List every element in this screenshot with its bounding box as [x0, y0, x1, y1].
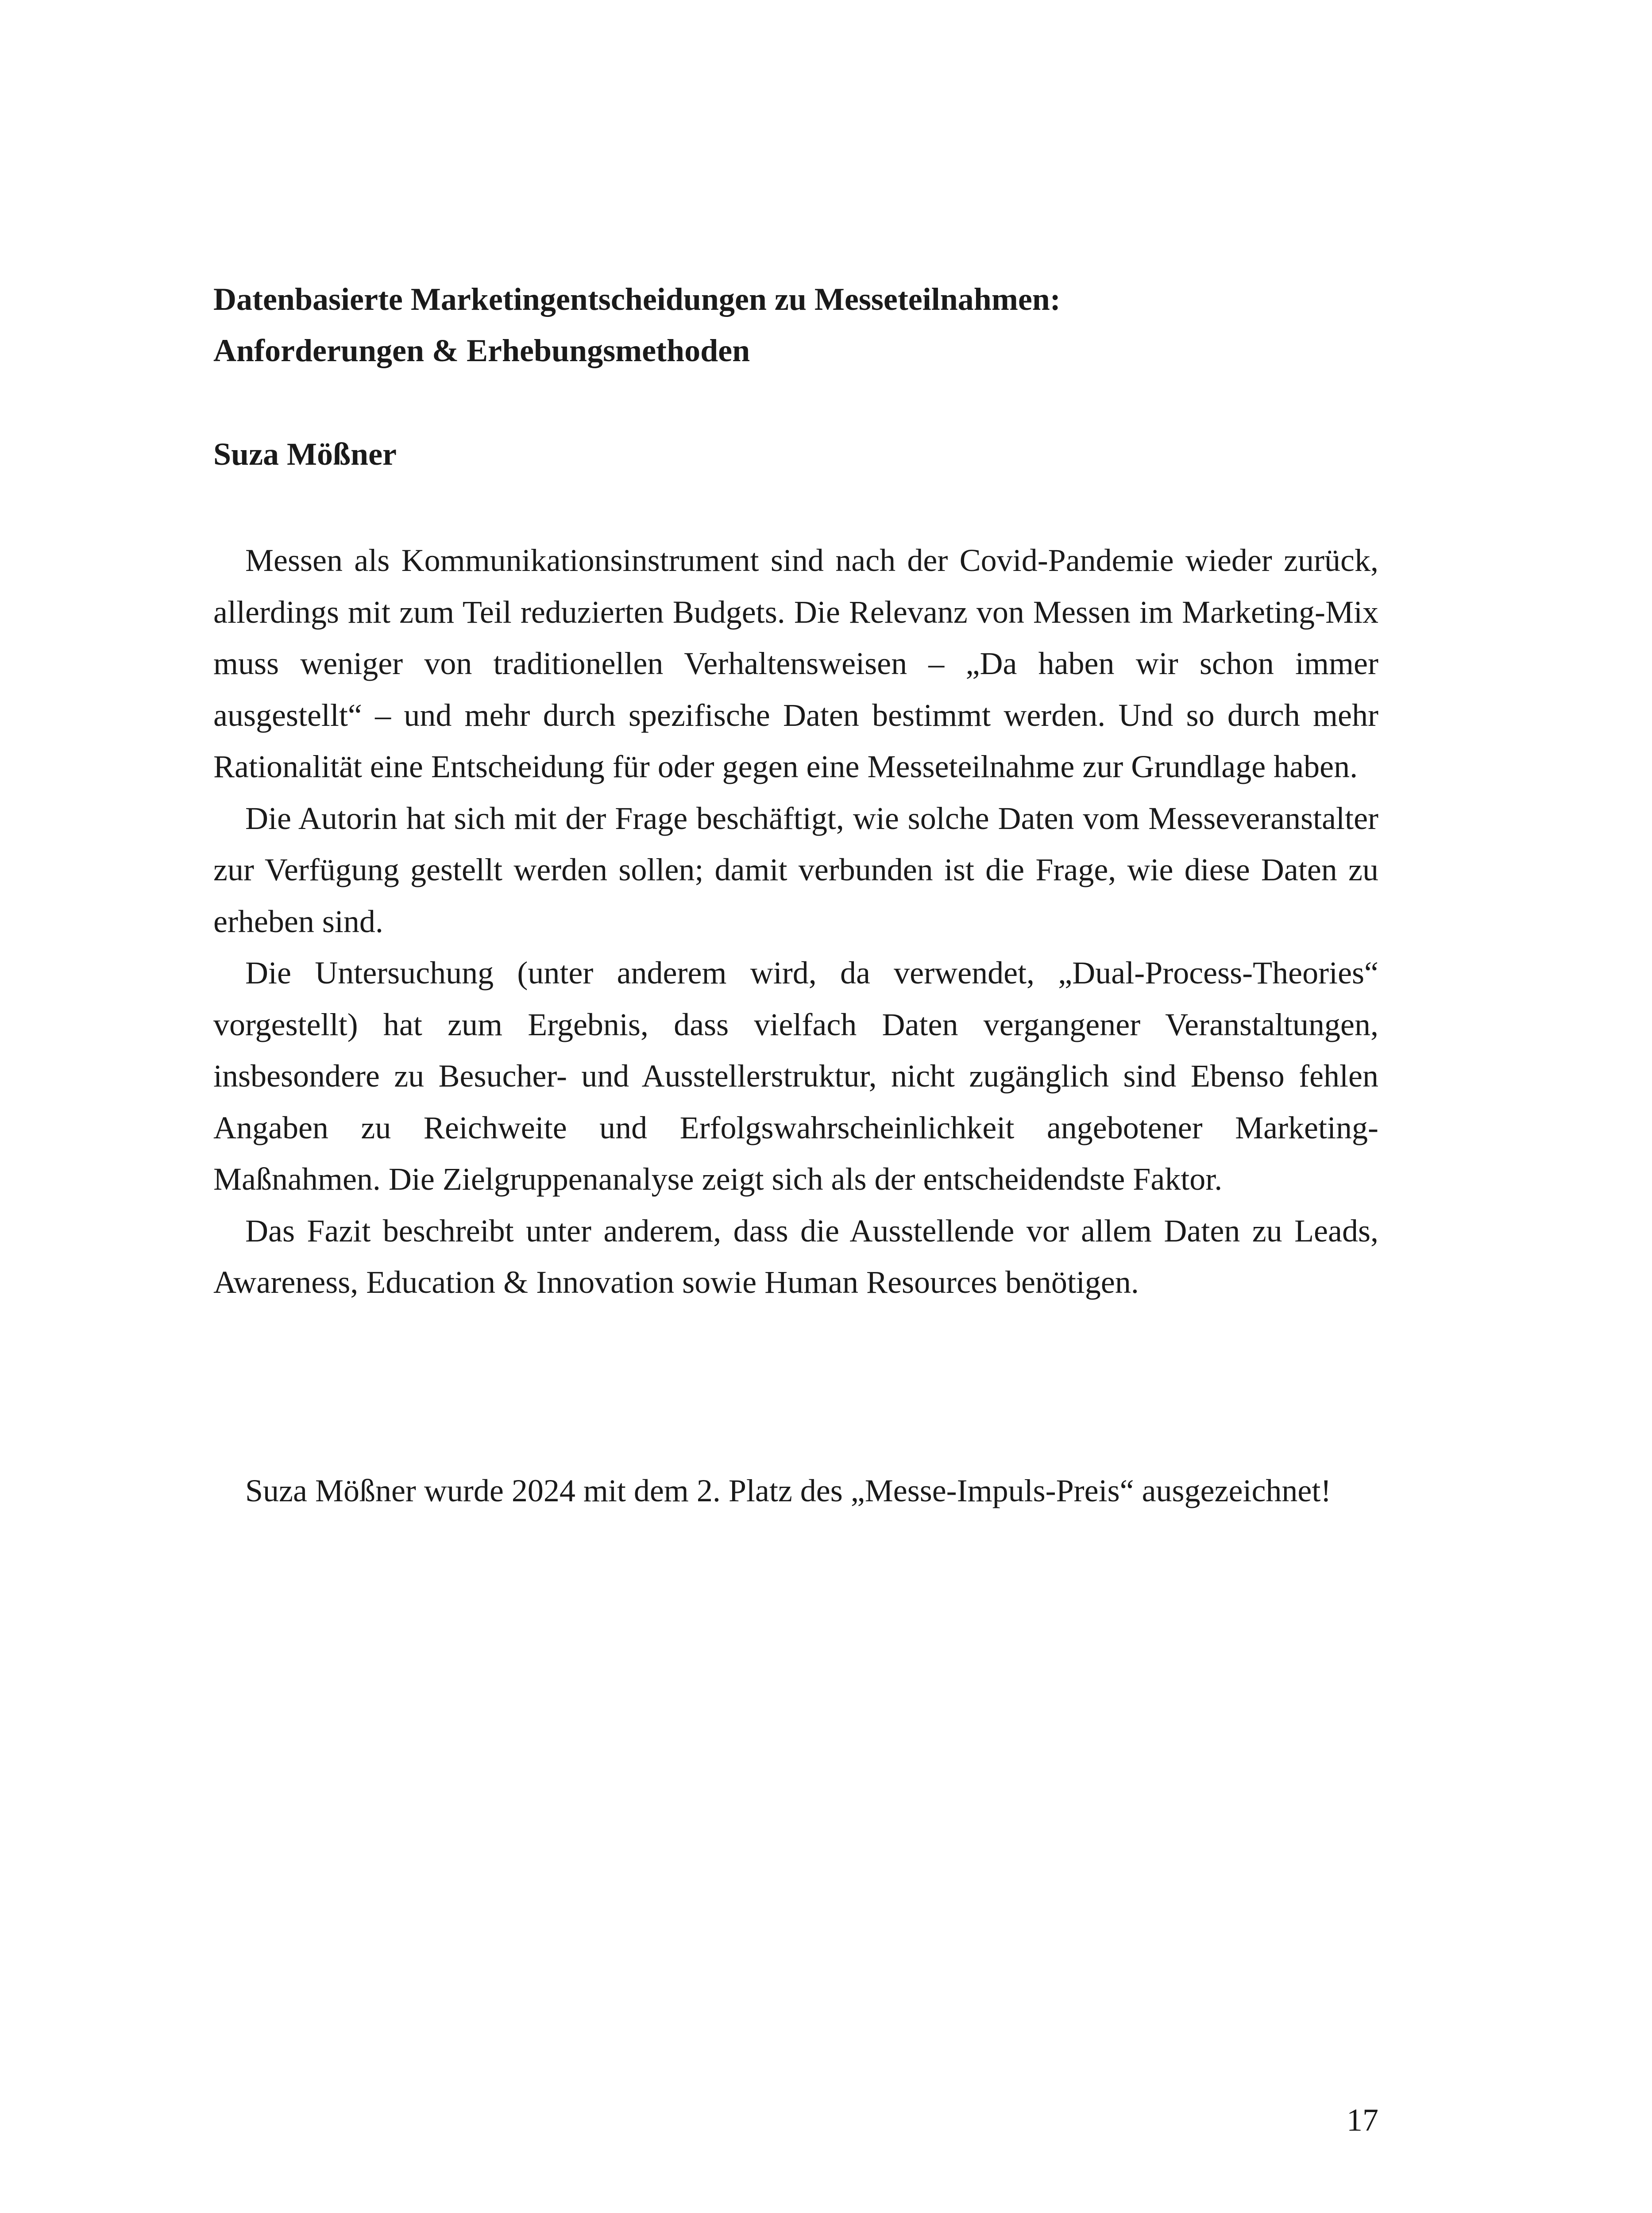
abstract-paragraph: Messen als Kommunikationsinstrument sind nach der Covid-Pandemie wieder zurück, allerdings mit zum Teil reduzierten Budgets. Die Relevanz von Messen im Marketing-Mix muss weniger von traditionellen Verhaltensweisen – „Da haben wir schon immer ausgestellt“ – und mehr durch spezifische Daten bestimmt werden. Und so durch mehr Rationalität eine Entscheidung für oder gegen eine Messeteilnahme zur Grundlage haben.: [213, 543, 1378, 784]
abstract-paragraph: Die Untersuchung (unter anderem wird, da verwendet, „Dual-Process-Theories“ vorgestellt) hat zum Ergebnis, dass vielfach Daten vergangener Veranstaltungen, insbesondere zu Besucher- und Ausstellerstruktur, nicht zugänglich sind Ebenso fehlen Angaben zu Reichweite und Erfolgswahrscheinlichkeit angebotener Marketing-Maßnahmen. Die Zielgruppenanalyse zeigt sich als der entscheidendste Faktor.: [213, 955, 1378, 1197]
article-abstract: [213, 535, 1378, 1308]
page-number: 17: [1347, 2102, 1378, 2138]
award-note-text: Suza Mößner wurde 2024 mit dem 2. Platz des „Messe-Impuls-Preis“ ausgezeichnet!: [245, 1473, 1332, 1508]
abstract-paragraph: Die Autorin hat sich mit der Frage beschäftigt, wie solche Daten vom Messeveranstalter zur Verfügung gestellt werden sollen; damit verbunden ist die Frage, wie diese Daten zu erheben sind.: [213, 800, 1378, 939]
article-title: [213, 274, 1378, 376]
article-author: Suza Mößner: [213, 436, 397, 472]
abstract-paragraph: Das Fazit beschreibt unter anderem, dass die Ausstellende vor allem Daten zu Leads, Awareness, Education & Innovation sowie Human Resources benötigen.: [213, 1213, 1378, 1300]
article-title-line-2: Anforderungen & Erhebungsmethoden: [213, 333, 750, 368]
article-title-line-1: Datenbasierte Marketingentscheidungen zu Messeteilnahmen:: [213, 281, 1061, 317]
award-note: [213, 1465, 1378, 1517]
